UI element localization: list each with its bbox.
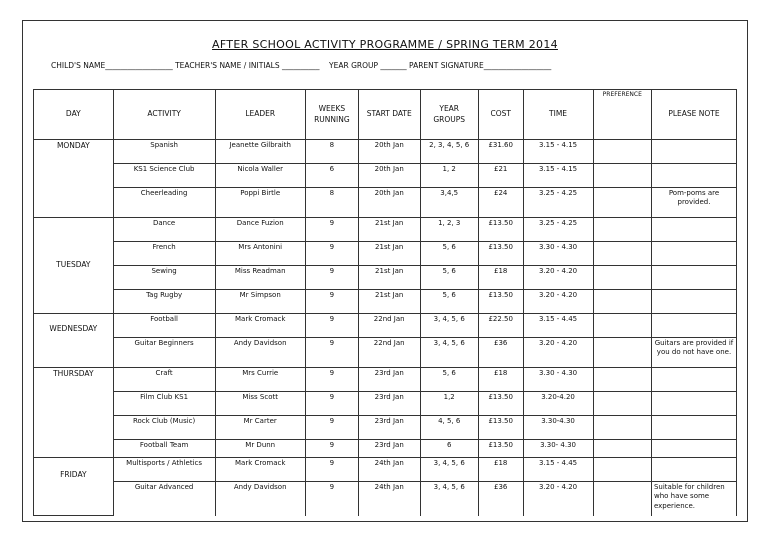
cost-cell: £13.50: [478, 218, 523, 242]
activity-cell: Tag Rugby: [113, 290, 215, 314]
time-cell: 3.20 - 4.20: [523, 290, 593, 314]
time-cell: 3.15 - 4.45: [523, 458, 593, 482]
table-row: [34, 218, 737, 242]
leader-cell: Jeanette Gilbraith: [215, 140, 305, 164]
header-weeks: WEEKS RUNNING: [305, 90, 358, 140]
activity-table: [33, 89, 737, 516]
weeks-cell: 9: [305, 314, 358, 338]
leader-cell: Poppi Birtle: [215, 188, 305, 218]
table-row: [34, 266, 737, 290]
time-cell: 3.20 - 4.20: [523, 482, 593, 516]
start-cell: 23rd Jan: [358, 416, 420, 440]
preference-cell[interactable]: [593, 338, 651, 368]
start-cell: 21st Jan: [358, 266, 420, 290]
header-time: TIME: [523, 90, 593, 140]
table-row: [34, 290, 737, 314]
cost-cell: £18: [478, 458, 523, 482]
cost-cell: £36: [478, 338, 523, 368]
years-cell: 3,4,5: [420, 188, 478, 218]
time-cell: 3.15 - 4.15: [523, 164, 593, 188]
leader-cell: Mark Cromack: [215, 314, 305, 338]
header-note: PLEASE NOTE: [651, 90, 736, 140]
activity-cell: Sewing: [113, 266, 215, 290]
header-start: START DATE: [358, 90, 420, 140]
cost-cell: £22.50: [478, 314, 523, 338]
leader-cell: Miss Scott: [215, 392, 305, 416]
weeks-cell: 9: [305, 290, 358, 314]
start-cell: 21st Jan: [358, 290, 420, 314]
note-cell: [651, 392, 736, 416]
form-title: AFTER SCHOOL ACTIVITY PROGRAMME / SPRING TERM 2014: [212, 38, 558, 51]
note-cell: [651, 242, 736, 266]
years-cell: 3, 4, 5, 6: [420, 482, 478, 516]
start-cell: 20th Jan: [358, 164, 420, 188]
start-cell: 24th Jan: [358, 458, 420, 482]
cost-cell: £21: [478, 164, 523, 188]
weeks-cell: 9: [305, 440, 358, 458]
years-cell: 6: [420, 440, 478, 458]
header-years: YEAR GROUPS: [420, 90, 478, 140]
weeks-cell: 9: [305, 368, 358, 392]
weeks-cell: 9: [305, 266, 358, 290]
years-cell: 5, 6: [420, 242, 478, 266]
table-row: [34, 140, 737, 164]
weeks-cell: 9: [305, 218, 358, 242]
leader-cell: Andy Davidson: [215, 482, 305, 516]
preference-cell[interactable]: [593, 218, 651, 242]
parent-signature-field: PARENT SIGNATURE__________________: [409, 61, 552, 70]
preference-cell[interactable]: [593, 440, 651, 458]
note-cell: [651, 218, 736, 242]
cost-cell: £13.50: [478, 416, 523, 440]
activity-cell: Cheerleading: [113, 188, 215, 218]
note-cell: [651, 368, 736, 392]
leader-cell: Dance Fuzion: [215, 218, 305, 242]
leader-cell: Mr Carter: [215, 416, 305, 440]
leader-cell: Nicola Waller: [215, 164, 305, 188]
table-row: [34, 458, 737, 482]
preference-cell[interactable]: [593, 458, 651, 482]
child-name-field: CHILD'S NAME__________________: [51, 61, 173, 70]
table-row: [34, 242, 737, 266]
years-cell: 1,2: [420, 392, 478, 416]
cost-cell: £13.50: [478, 290, 523, 314]
years-cell: 5, 6: [420, 266, 478, 290]
time-cell: 3.25 - 4.25: [523, 218, 593, 242]
preference-cell[interactable]: [593, 140, 651, 164]
weeks-cell: 6: [305, 164, 358, 188]
day-wednesday: WEDNESDAY: [34, 314, 114, 368]
cost-cell: £18: [478, 368, 523, 392]
table-row: [34, 482, 737, 516]
cost-cell: £31.60: [478, 140, 523, 164]
weeks-cell: 9: [305, 338, 358, 368]
start-cell: 23rd Jan: [358, 440, 420, 458]
activity-cell: Guitar Advanced: [113, 482, 215, 516]
start-cell: 21st Jan: [358, 218, 420, 242]
header-leader: LEADER: [215, 90, 305, 140]
table-row: [34, 164, 737, 188]
header-day: DAY: [34, 90, 114, 140]
start-cell: 22nd Jan: [358, 314, 420, 338]
table-row: [34, 338, 737, 368]
weeks-cell: 9: [305, 482, 358, 516]
cost-cell: £13.50: [478, 392, 523, 416]
activity-cell: French: [113, 242, 215, 266]
note-cell: [651, 314, 736, 338]
time-cell: 3.20 - 4.20: [523, 338, 593, 368]
activity-cell: Football: [113, 314, 215, 338]
time-cell: 3.25 - 4.25: [523, 188, 593, 218]
preference-cell[interactable]: [593, 368, 651, 392]
preference-cell[interactable]: [593, 188, 651, 218]
activity-cell: Craft: [113, 368, 215, 392]
day-tuesday: TUESDAY: [34, 218, 114, 314]
preference-cell[interactable]: [593, 290, 651, 314]
time-cell: 3.20 - 4.20: [523, 266, 593, 290]
weeks-cell: 9: [305, 242, 358, 266]
time-cell: 3.20-4.20: [523, 392, 593, 416]
table-row: [34, 188, 737, 218]
weeks-cell: 9: [305, 416, 358, 440]
note-cell: [651, 458, 736, 482]
note-cell: [651, 416, 736, 440]
table-row: [34, 440, 737, 458]
activity-cell: Guitar Beginners: [113, 338, 215, 368]
leader-cell: Mrs Antonini: [215, 242, 305, 266]
activity-form: [22, 20, 748, 522]
time-cell: 3.15 - 4.15: [523, 140, 593, 164]
time-cell: 3.30-4.30: [523, 416, 593, 440]
year-group-field: YEAR GROUP _______: [329, 61, 407, 70]
weeks-cell: 9: [305, 392, 358, 416]
time-cell: 3.30 - 4.30: [523, 242, 593, 266]
day-monday: MONDAY: [34, 140, 114, 218]
form-fields: [51, 61, 551, 70]
leader-cell: Mrs Currie: [215, 368, 305, 392]
time-cell: 3.30 - 4.30: [523, 368, 593, 392]
activity-cell: Multisports / Athletics: [113, 458, 215, 482]
note-cell: [651, 266, 736, 290]
cost-cell: £18: [478, 266, 523, 290]
note-cell: Pom-poms are provided.: [651, 188, 736, 218]
weeks-cell: 9: [305, 458, 358, 482]
teacher-name-field: TEACHER'S NAME / INITIALS __________: [175, 61, 320, 70]
note-cell: [651, 164, 736, 188]
preference-cell[interactable]: [593, 314, 651, 338]
time-cell: 3.15 - 4.45: [523, 314, 593, 338]
note-cell: Suitable for children who have some experience.: [651, 482, 736, 516]
years-cell: 4, 5, 6: [420, 416, 478, 440]
activity-cell: Dance: [113, 218, 215, 242]
start-cell: 22nd Jan: [358, 338, 420, 368]
preference-cell[interactable]: [593, 242, 651, 266]
start-cell: 23rd Jan: [358, 368, 420, 392]
leader-cell: Miss Readman: [215, 266, 305, 290]
activity-cell: KS1 Science Club: [113, 164, 215, 188]
weeks-cell: 8: [305, 140, 358, 164]
years-cell: 2, 3, 4, 5, 6: [420, 140, 478, 164]
header-row: [34, 90, 737, 140]
weeks-cell: 8: [305, 188, 358, 218]
activity-cell: Spanish: [113, 140, 215, 164]
leader-cell: Mr Dunn: [215, 440, 305, 458]
note-cell: [651, 290, 736, 314]
cost-cell: £24: [478, 188, 523, 218]
cost-cell: £13.50: [478, 242, 523, 266]
cost-cell: £13.50: [478, 440, 523, 458]
activity-cell: Football Team: [113, 440, 215, 458]
leader-cell: Mr Simpson: [215, 290, 305, 314]
years-cell: 3, 4, 5, 6: [420, 338, 478, 368]
preference-cell[interactable]: [593, 416, 651, 440]
start-cell: 23rd Jan: [358, 392, 420, 416]
years-cell: 3, 4, 5, 6: [420, 458, 478, 482]
table-row: [34, 416, 737, 440]
activity-cell: Film Club KS1: [113, 392, 215, 416]
header-preference: PREFERENCE: [593, 90, 651, 140]
leader-cell: Andy Davidson: [215, 338, 305, 368]
note-cell: [651, 140, 736, 164]
day-thursday: THURSDAY: [34, 368, 114, 458]
years-cell: 3, 4, 5, 6: [420, 314, 478, 338]
leader-cell: Mark Cromack: [215, 458, 305, 482]
table-row: [34, 392, 737, 416]
table-row: [34, 314, 737, 338]
table-row: [34, 368, 737, 392]
years-cell: 5, 6: [420, 290, 478, 314]
start-cell: 21st Jan: [358, 242, 420, 266]
years-cell: 5, 6: [420, 368, 478, 392]
day-friday: FRIDAY: [34, 458, 114, 516]
header-cost: COST: [478, 90, 523, 140]
preference-cell[interactable]: [593, 392, 651, 416]
years-cell: 1, 2: [420, 164, 478, 188]
note-cell: Guitars are provided if you do not have one.: [651, 338, 736, 368]
start-cell: 20th Jan: [358, 140, 420, 164]
cost-cell: £36: [478, 482, 523, 516]
preference-cell[interactable]: [593, 164, 651, 188]
activity-cell: Rock Club (Music): [113, 416, 215, 440]
start-cell: 20th Jan: [358, 188, 420, 218]
years-cell: 1, 2, 3: [420, 218, 478, 242]
note-cell: [651, 440, 736, 458]
preference-cell[interactable]: [593, 482, 651, 516]
start-cell: 24th Jan: [358, 482, 420, 516]
preference-cell[interactable]: [593, 266, 651, 290]
header-activity: ACTIVITY: [113, 90, 215, 140]
time-cell: 3.30- 4.30: [523, 440, 593, 458]
